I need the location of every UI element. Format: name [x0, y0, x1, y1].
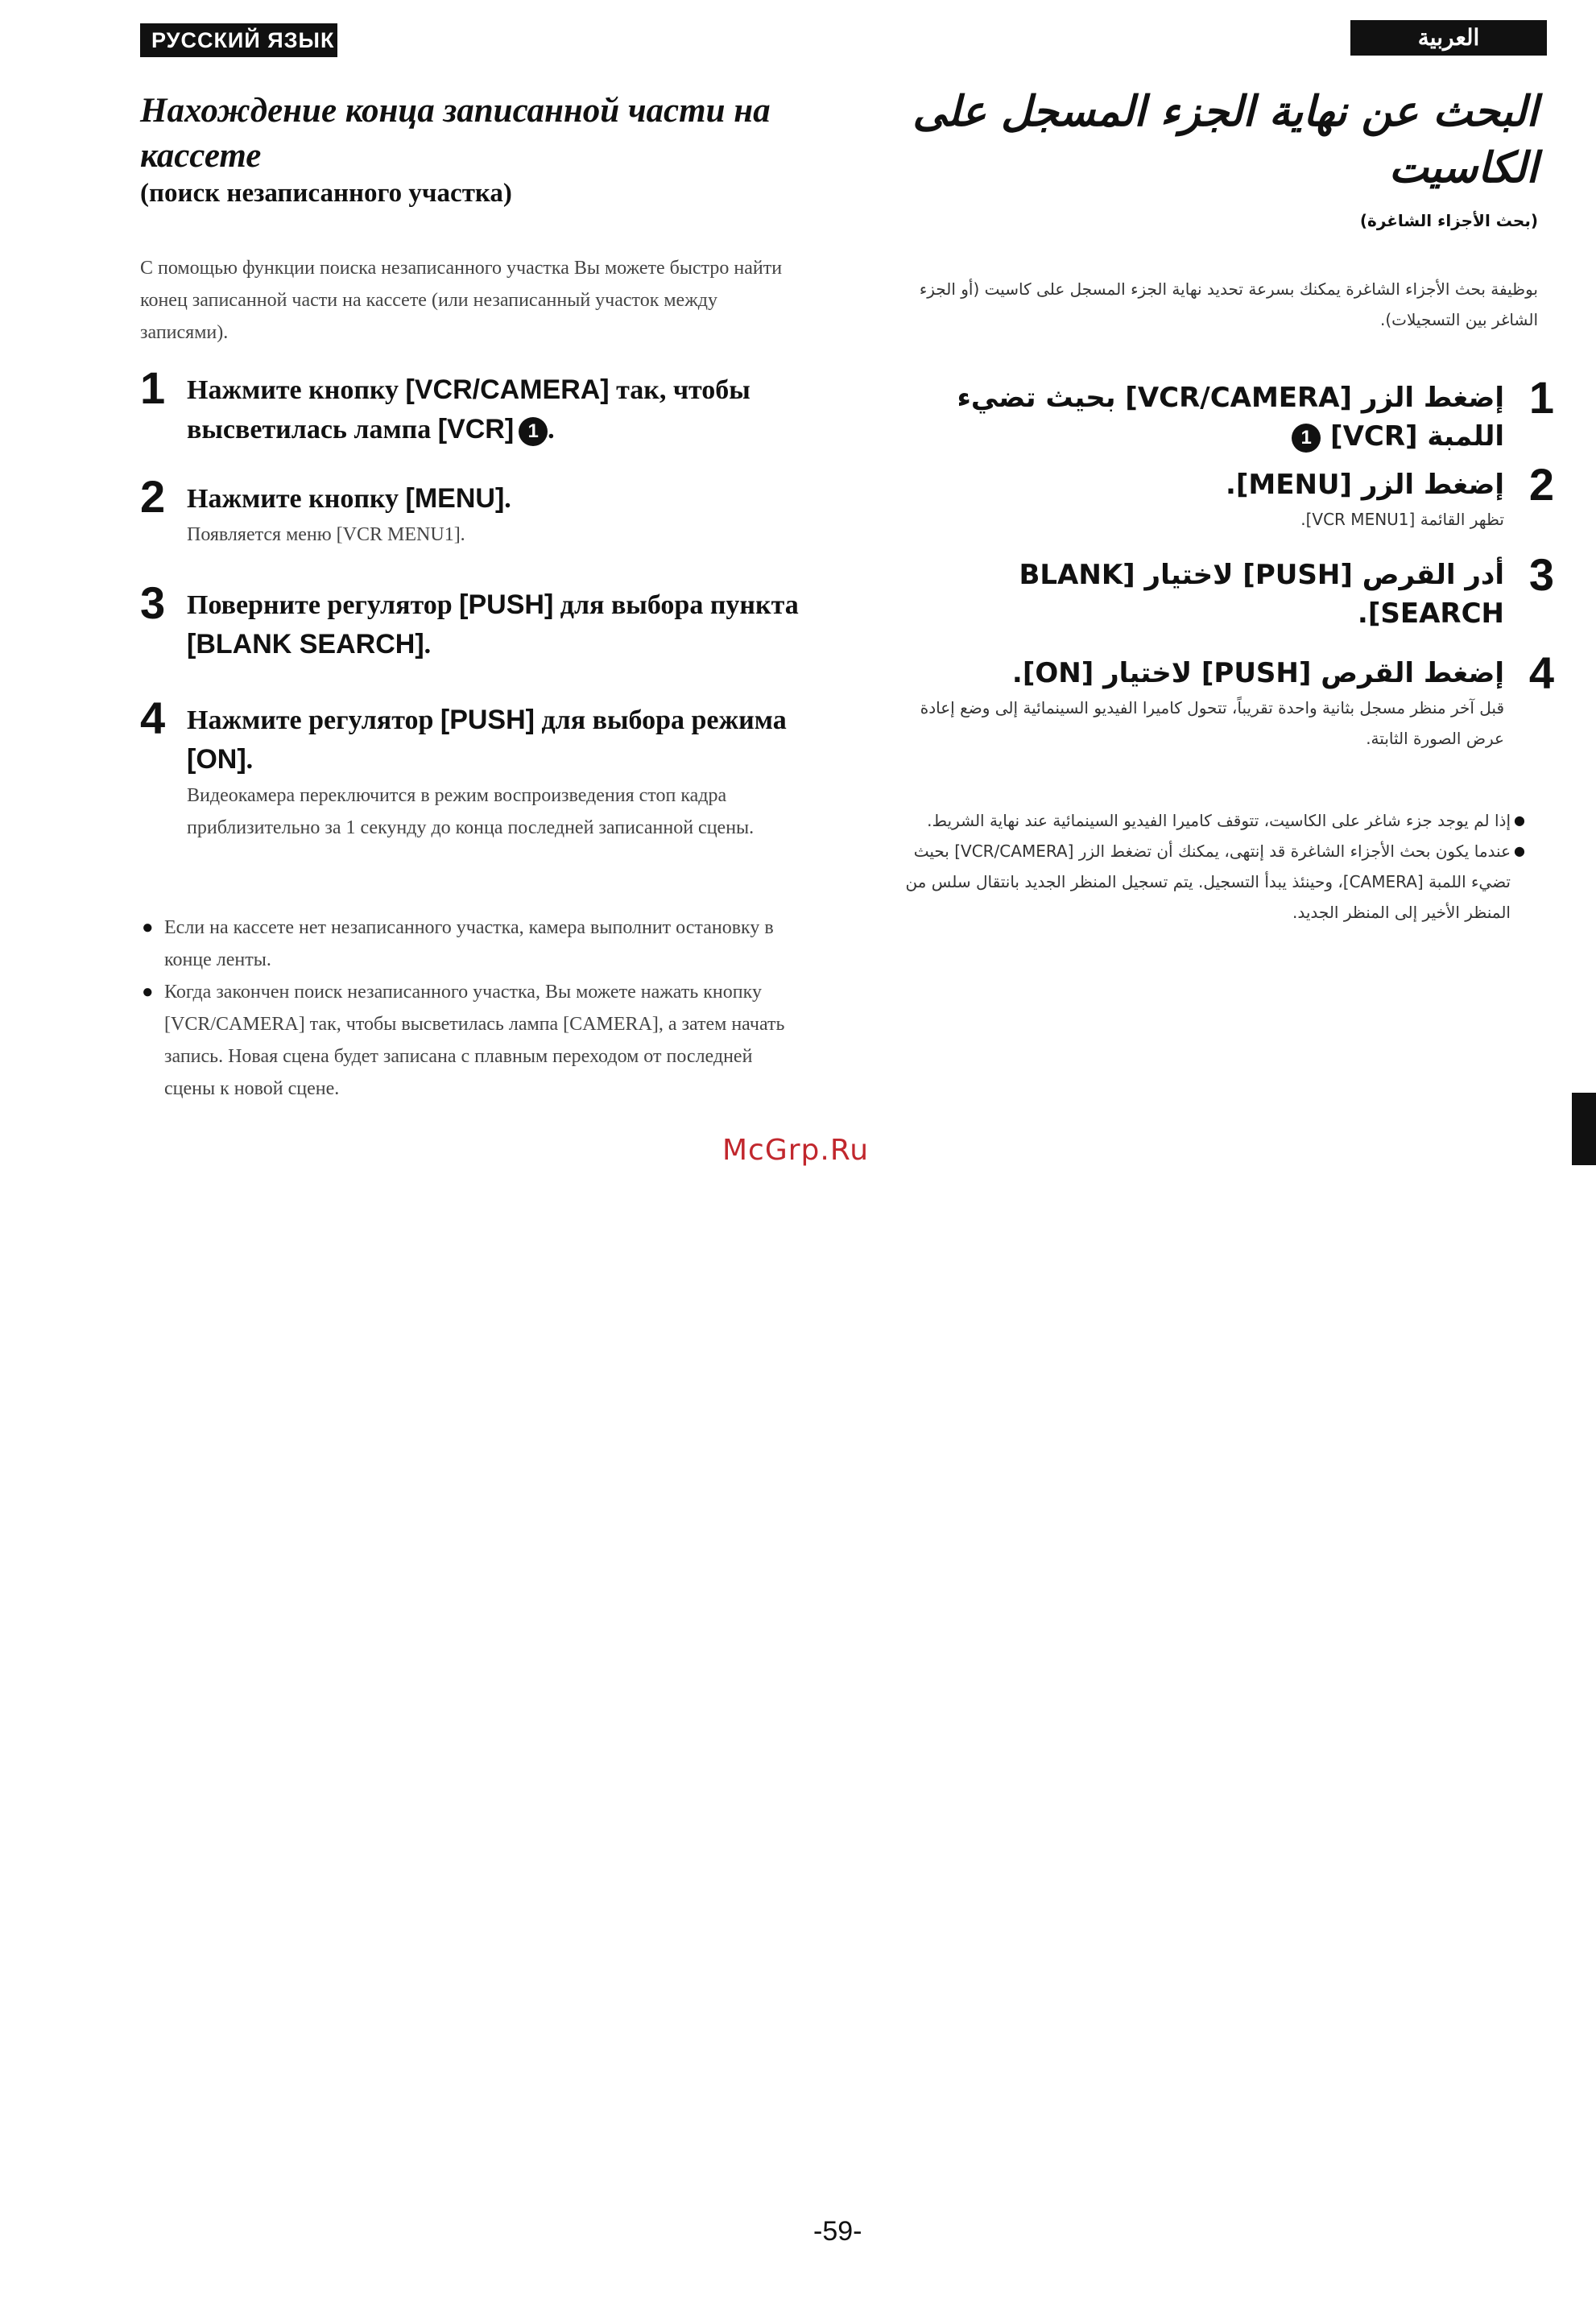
- russian-step-3: [140, 577, 808, 664]
- page-edge-tab: [1572, 1093, 1596, 1165]
- step-instruction: أدر القرص [PUSH] لاختيار [BLANK SEARCH].: [1019, 559, 1504, 630]
- step-number: 1: [140, 362, 166, 413]
- arabic-step-1: [894, 372, 1554, 456]
- bullet-icon: ●: [1514, 812, 1525, 828]
- step-instruction: Нажмите регулятор [PUSH] для выбора режима [ON].: [187, 705, 787, 775]
- callout-1-icon: 1: [1292, 424, 1321, 453]
- arabic-title: البحث عن نهاية الجزء المسجل على الكاسيت: [912, 88, 1538, 192]
- arabic-step-2: [894, 459, 1554, 535]
- arabic-intro: بوظيفة بحث الأجزاء الشاغرة يمكنك بسرعة تحديد نهاية الجزء المسجل على كاسيت (أو الجزء الشاغر بين التسجيلات).: [919, 279, 1538, 329]
- step-number: 4: [1528, 647, 1554, 698]
- step-number: 3: [140, 577, 166, 628]
- arabic-subtitle: (بحث الأجزاء الشاغرة): [1359, 211, 1538, 230]
- callout-1-icon: 1: [519, 417, 548, 446]
- note-item: ● Если на кассете нет незаписанного участка, камера выполнит остановку в конце ленты.: [140, 912, 800, 976]
- russian-subtitle: (поиск незаписанного участка): [140, 179, 512, 208]
- russian-step-2: [140, 471, 808, 551]
- arabic-step-4: [894, 647, 1554, 754]
- arabic-step-3: [894, 549, 1554, 633]
- step-note: Видеокамера переключится в режим воспроизведения стоп кадра приблизительно за 1 секунду до конца последней записанной сцены.: [187, 785, 755, 838]
- page-number: -59-: [813, 2216, 862, 2247]
- note-item: ● Когда закончен поиск незаписанного участка, Вы можете нажать кнопку [VCR/CAMERA] так, чтобы высветилась лампа [CAMERA], а затем начать запись. Новая сцена будет записана с плавным переходом от последней сцены к новой сцене.: [140, 976, 800, 1105]
- note-item: ● عندما يكون بحث الأجزاء الشاغرة قد إنتهى، يمكنك أن تضغط الزر [VCR/CAMERA] بحيث تضيء اللمبة [CAMERA]، وحينئذ يبدأ التسجيل. يتم تسجيل المنظر الجديد بانتقال سلس من المنظر الأخير إلى المنظر الجديد.: [881, 836, 1525, 928]
- arabic-language-tag: العربية: [1350, 20, 1547, 56]
- step-number: 1: [1528, 372, 1554, 423]
- step-instruction: إضغط القرص [PUSH] لاختيار [ON].: [1011, 657, 1504, 689]
- bullet-icon: ●: [142, 982, 154, 1003]
- russian-intro: С помощью функции поиска незаписанного участка Вы можете быстро найти конец записанной части на кассете (или незаписанный участок между записями).: [140, 258, 783, 343]
- russian-step-4: [140, 693, 808, 844]
- step-instruction: Нажмите кнопку [VCR/CAMERA] так, чтобы высветилась лампа [VCR] 1 .: [187, 370, 808, 449]
- step-instruction: إضغط الزر [VCR/CAMERA] بحيث تضيء اللمبة [VCR] 1: [957, 382, 1504, 453]
- step-instruction: Нажмите кнопку [MENU].: [187, 483, 511, 514]
- step-instruction: Поверните регулятор [PUSH] для выбора пункта [BLANK SEARCH].: [187, 589, 799, 659]
- russian-step-1: [140, 362, 808, 449]
- step-number: 4: [140, 693, 166, 743]
- step-number: 2: [140, 471, 166, 522]
- step-instruction: إضغط الزر [MENU].: [1225, 469, 1504, 501]
- step-note: Появляется меню [VCR MENU1].: [187, 524, 465, 545]
- step-number: 3: [1528, 549, 1554, 600]
- step-number: 2: [1528, 459, 1554, 510]
- russian-notes: [140, 912, 800, 1105]
- watermark: McGrp.Ru: [722, 1134, 870, 1167]
- bullet-icon: ●: [142, 917, 154, 938]
- step-note: قبل آخر منظر مسجل بثانية واحدة تقريباً، تتحول كاميرا الفيديو السينمائية إلى وضع إعادة عرض الصورة الثابتة.: [920, 698, 1504, 748]
- arabic-notes: [881, 805, 1525, 928]
- russian-language-tag: РУССКИЙ ЯЗЫК: [140, 23, 337, 57]
- bullet-icon: ●: [1514, 843, 1525, 858]
- russian-title: Нахождение конца записанной части на кассете: [140, 92, 771, 175]
- note-item: ● إذا لم يوجد جزء شاغر على الكاسيت، تتوقف كاميرا الفيديو السينمائية عند نهاية الشريط.: [881, 805, 1525, 836]
- step-note: تظهر القائمة [VCR MENU1].: [1300, 510, 1504, 529]
